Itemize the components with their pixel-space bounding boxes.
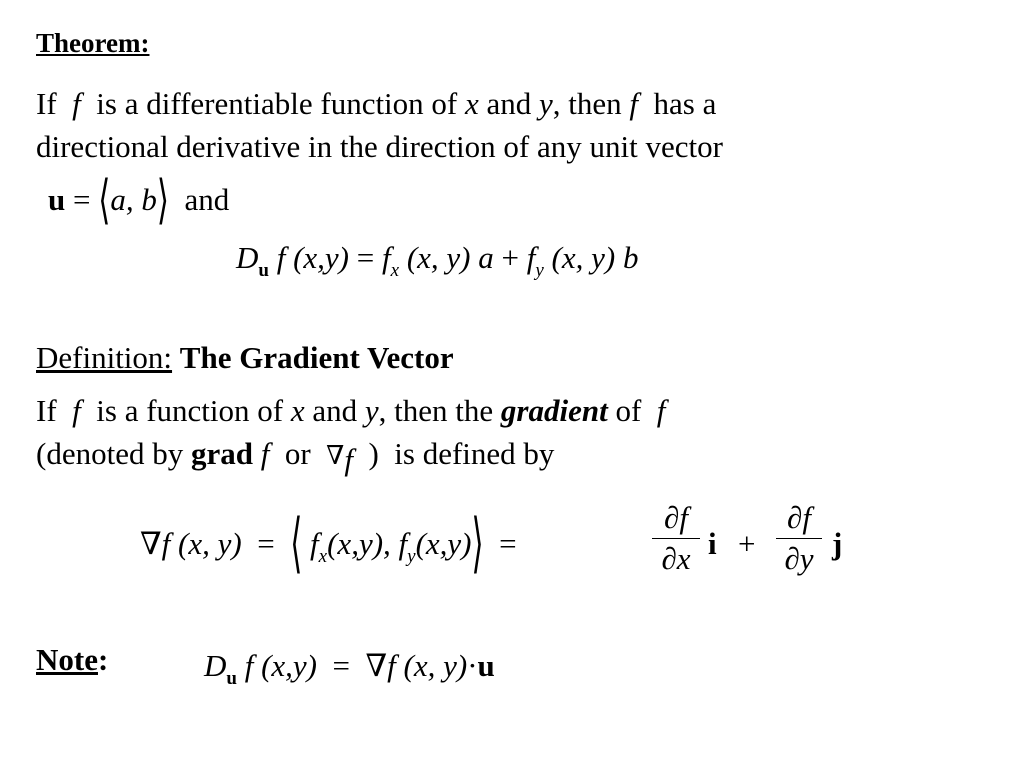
note-colon: : (97, 642, 109, 677)
formula-D: D (236, 240, 259, 275)
definition-nabla-f: f (344, 442, 353, 477)
note-nabla-icon: ∇ (365, 648, 388, 683)
gradient-sub-x: x (318, 546, 328, 567)
definition-rest: is defined by (394, 436, 555, 471)
definition-denoted: (denoted by (36, 436, 184, 471)
gradient-left-angle: ⟨ (290, 506, 303, 580)
comma: , (125, 182, 134, 217)
definition-grad: grad (190, 436, 253, 471)
frac-x-bar (652, 538, 700, 539)
theorem-then: , then (552, 86, 622, 121)
definition-line-2 (36, 432, 554, 477)
left-angle-bracket: ⟨ (98, 169, 111, 230)
note-D: D (204, 648, 227, 683)
formula-f: f (276, 240, 286, 275)
component-b: b (141, 182, 157, 217)
formula-f-y: f (526, 240, 536, 275)
formula-sub-y: y (535, 260, 544, 281)
equals-sign: = (73, 182, 91, 217)
formula-args-y: (x, y) (551, 240, 616, 275)
theorem-line-2: directional derivative in the direction of any unit vector (36, 129, 723, 164)
formula-f-x: f (382, 240, 391, 275)
formula-a: a (478, 240, 494, 275)
definition-of: of (615, 393, 642, 428)
note-args2: (x, y) (403, 648, 468, 683)
formula-sub-u: u (258, 260, 269, 281)
formula-sub-x: x (390, 260, 400, 281)
frac-y-bar (776, 538, 822, 539)
theorem-heading: Theorem: (36, 28, 150, 58)
definition-title: The Gradient Vector (179, 340, 454, 375)
theorem-line-1 (36, 82, 716, 125)
formula-args: (x,y) (293, 240, 350, 275)
definition-f1: f (72, 393, 81, 428)
gradient-args-y: (x,y) (415, 526, 472, 561)
note-f2: f (387, 648, 396, 683)
theorem-x: x (465, 86, 479, 121)
definition-then: , then the (378, 393, 494, 428)
frac-x-numerator: ∂f (664, 500, 688, 535)
definition-text-1: is a function of (96, 393, 284, 428)
theorem-and: and (486, 86, 532, 121)
definition-x: x (290, 393, 305, 428)
gradient-right-angle: ⟩ (471, 506, 484, 580)
frac-y-denominator: ∂y (784, 541, 814, 576)
unit-vector-j: j (832, 526, 843, 561)
theorem-if: If (36, 86, 57, 121)
right-angle-bracket: ⟩ (156, 169, 169, 230)
unit-vector-i: i (708, 526, 717, 561)
nabla-icon: ∇ (326, 441, 345, 470)
partial-fraction-x (652, 500, 700, 577)
gradient-formula-left (140, 506, 517, 580)
formula-b: b (622, 240, 639, 275)
note-label: Note (36, 642, 98, 677)
definition-close-paren: ) (368, 436, 379, 471)
note-u: u (477, 648, 495, 683)
gradient-f-x: f (310, 526, 319, 561)
directional-derivative-formula (236, 240, 639, 281)
theorem-and-2: and (184, 182, 230, 217)
formula-plus: + (501, 240, 519, 275)
definition-y: y (364, 393, 379, 428)
frac-x-denominator: ∂x (661, 541, 691, 576)
theorem-f2: f (629, 86, 639, 121)
gradient-equals-1: = (257, 526, 275, 561)
theorem-text-1: is a differentiable function of (96, 86, 458, 121)
component-a: a (110, 182, 126, 217)
note-equals: = (332, 648, 350, 683)
definition-heading (36, 336, 454, 379)
frac-y-numerator: ∂f (787, 500, 811, 535)
gradient-f-y: f (398, 526, 408, 561)
theorem-text-2: has a (653, 86, 717, 121)
unit-vector-u: u (48, 182, 66, 217)
theorem-f1: f (72, 86, 81, 121)
definition-gradient-term: gradient (500, 393, 608, 428)
gradient-plus: + (738, 526, 756, 561)
definition-and: and (312, 393, 358, 428)
note-sub-u: u (226, 668, 237, 689)
theorem-line-3 (48, 169, 230, 230)
gradient-sub-y: y (407, 546, 416, 567)
theorem-y: y (539, 86, 553, 121)
partial-fraction-y (776, 500, 822, 577)
note-formula (204, 648, 495, 689)
gradient-nabla-icon: ∇ (140, 526, 162, 561)
definition-grad-f: f (260, 436, 270, 471)
definition-if: If (36, 393, 57, 428)
definition-label: Definition: (36, 340, 173, 375)
note-f: f (244, 648, 254, 683)
gradient-equals-2: = (499, 526, 517, 561)
formula-equals: = (356, 240, 375, 275)
gradient-args-x: (x,y), (327, 526, 391, 561)
definition-or: or (284, 436, 311, 471)
note-args: (x,y) (261, 648, 318, 683)
gradient-f: f (161, 526, 171, 561)
formula-args-x: (x, y) (406, 240, 471, 275)
note-heading (36, 642, 108, 678)
gradient-args: (x, y) (178, 526, 242, 561)
note-dot: · (467, 648, 478, 683)
definition-line-1 (36, 389, 665, 432)
definition-f2: f (656, 393, 666, 428)
